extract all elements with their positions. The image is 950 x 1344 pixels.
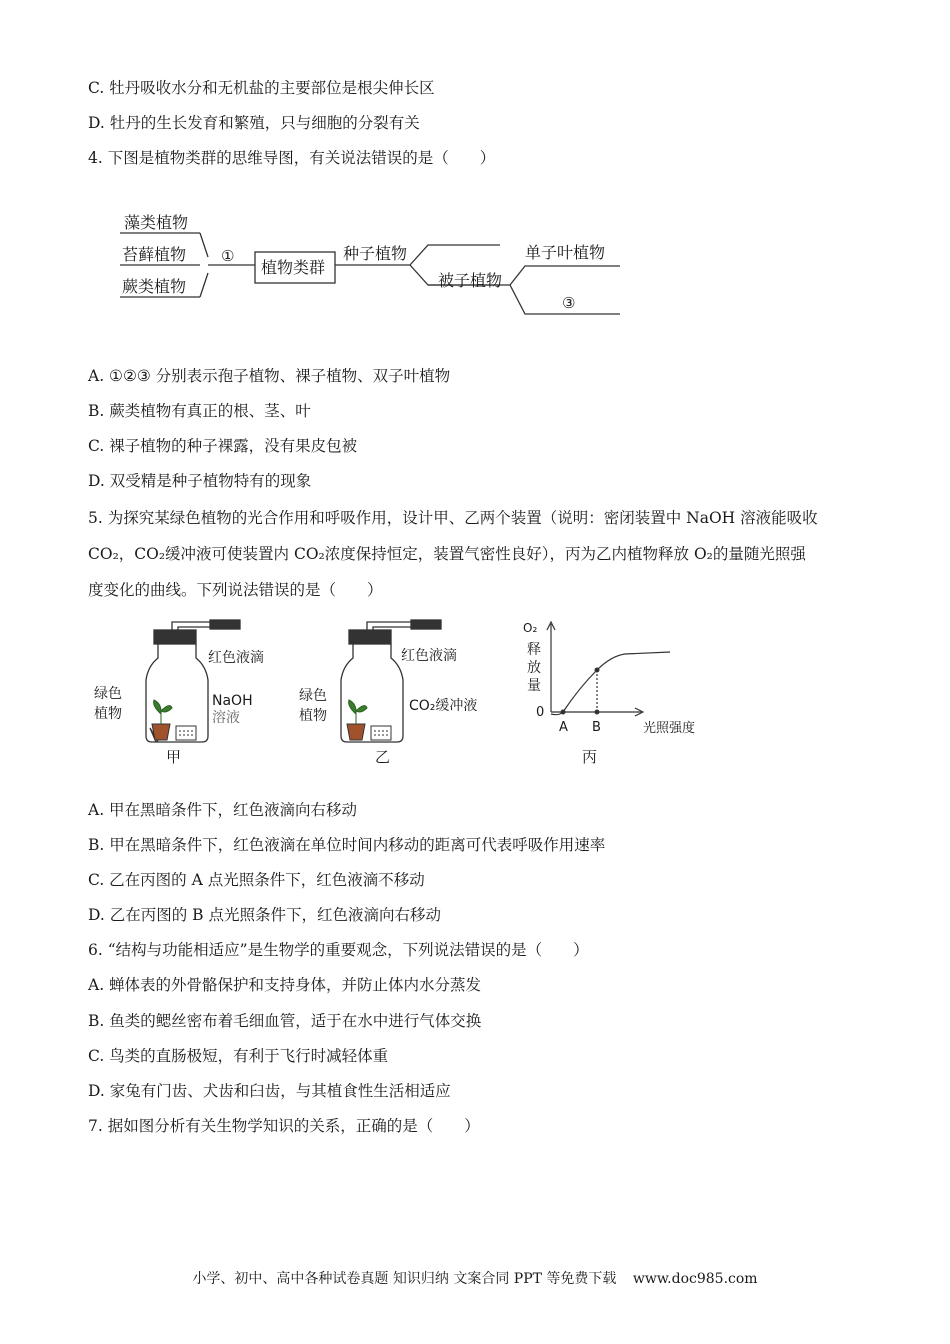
option-4b: B. 蕨类植物有真正的根、茎、叶: [88, 402, 311, 420]
question-5-line-2: CO₂，CO₂缓冲液可使装置内 CO₂浓度保持恒定，装置气密性良好），丙为乙内植物释放 O₂的量随光照强: [88, 545, 806, 563]
jia-solution-label-1: NaOH: [212, 693, 253, 709]
mindmap-mark-3: ③: [562, 294, 576, 312]
option-4c: C. 裸子植物的种子裸露，没有果皮包被: [88, 437, 358, 455]
chart-point-a-label: A: [559, 720, 568, 735]
option-3d: D. 牡丹的生长发育和繁殖，只与细胞的分裂有关: [88, 114, 420, 132]
chart-ylabel-char-2: 放: [527, 660, 541, 676]
mindmap-center: 植物类群: [261, 258, 326, 277]
jia-caption: 甲: [166, 748, 182, 766]
question-5-line-3: 度变化的曲线。下列说法错误的是（ ）: [88, 581, 383, 599]
option-5a: A. 甲在黑暗条件下，红色液滴向右移动: [88, 801, 358, 819]
question-5-line-1: 5. 为探究某绿色植物的光合作用和呼吸作用，设计甲、乙两个装置（说明：密闭装置中 NaOH 溶液能吸收: [88, 509, 818, 527]
question-7: 7. 据如图分析有关生物学知识的关系，正确的是（ ）: [88, 1117, 480, 1135]
yi-drop-label: 红色液滴: [401, 648, 457, 664]
chart-ylabel-top: O₂: [523, 621, 538, 635]
option-4d: D. 双受精是种子植物特有的现象: [88, 472, 312, 490]
device-jia: [90, 618, 280, 773]
chart-curve: [551, 652, 670, 715]
option-4a: A. ①②③ 分别表示孢子植物、裸子植物、双子叶植物: [88, 367, 451, 385]
mindmap-moss: 苔藓植物: [122, 245, 187, 264]
option-6b: B. 鱼类的鳃丝密布着毛细血管，适于在水中进行气体交换: [88, 1012, 482, 1030]
jia-solution-label-2: 溶液: [212, 710, 240, 726]
yi-plant-label-1: 绿色: [299, 688, 327, 704]
chart-ylabel-char-3: 量: [527, 678, 541, 694]
jia-plant-label-2: 植物: [94, 706, 122, 722]
chart-point-b-label: B: [592, 720, 601, 735]
question-4: 4. 下图是植物类群的思维导图，有关说法错误的是（ ）: [88, 149, 496, 167]
mindmap-monocots: 单子叶植物: [525, 243, 606, 262]
option-5b: B. 甲在黑暗条件下，红色液滴在单位时间内移动的距离可代表呼吸作用速率: [88, 836, 606, 854]
chart-bing: [515, 616, 715, 776]
option-6c: C. 鸟类的直肠极短，有利于飞行时减轻体重: [88, 1047, 389, 1065]
option-5c: C. 乙在丙图的 A 点光照条件下，红色液滴不移动: [88, 871, 425, 889]
jia-plant-label-1: 绿色: [94, 686, 122, 702]
mindmap-fern: 蕨类植物: [122, 277, 187, 296]
option-6a: A. 蝉体表的外骨骼保护和支持身体，并防止体内水分蒸发: [88, 976, 482, 994]
footer-url[interactable]: www.doc985.com: [632, 1271, 758, 1287]
option-3c: C. 牡丹吸收水分和无机盐的主要部位是根尖伸长区: [88, 79, 435, 97]
chart-point-b: [595, 710, 600, 715]
chart-point-b-curve: [595, 668, 600, 673]
option-5d: D. 乙在丙图的 B 点光照条件下，红色液滴向右移动: [88, 906, 441, 924]
chart-caption: 丙: [582, 748, 598, 766]
page-footer: [0, 1268, 950, 1288]
question-6: 6. “结构与功能相适应”是生物学的重要观念，下列说法错误的是（ ）: [88, 941, 589, 959]
mindmap-seed-plants: 种子植物: [343, 244, 408, 263]
yi-caption: 乙: [375, 748, 391, 766]
device-yi: [295, 618, 495, 773]
chart-point-a: [561, 710, 566, 715]
mindmap-algae: 藻类植物: [124, 213, 189, 232]
chart-xlabel: 光照强度: [643, 721, 696, 736]
mindmap-mark-1: ①: [221, 247, 235, 265]
yi-plant-label-2: 植物: [299, 708, 327, 724]
option-6d: D. 家兔有门齿、犬齿和臼齿，与其植食性生活相适应: [88, 1082, 451, 1100]
jia-drop-label: 红色液滴: [208, 650, 264, 666]
chart-ylabel-char-1: 释: [527, 642, 541, 658]
yi-solution-label: CO₂缓冲液: [409, 698, 478, 714]
chart-origin-label: 0: [536, 705, 545, 720]
mindmap-angiosperms: 被子植物: [438, 271, 503, 290]
footer-text: 小学、初中、高中各种试卷真题 知识归纳 文案合同 PPT 等免费下载: [192, 1271, 617, 1287]
plant-mindmap: [110, 200, 630, 325]
